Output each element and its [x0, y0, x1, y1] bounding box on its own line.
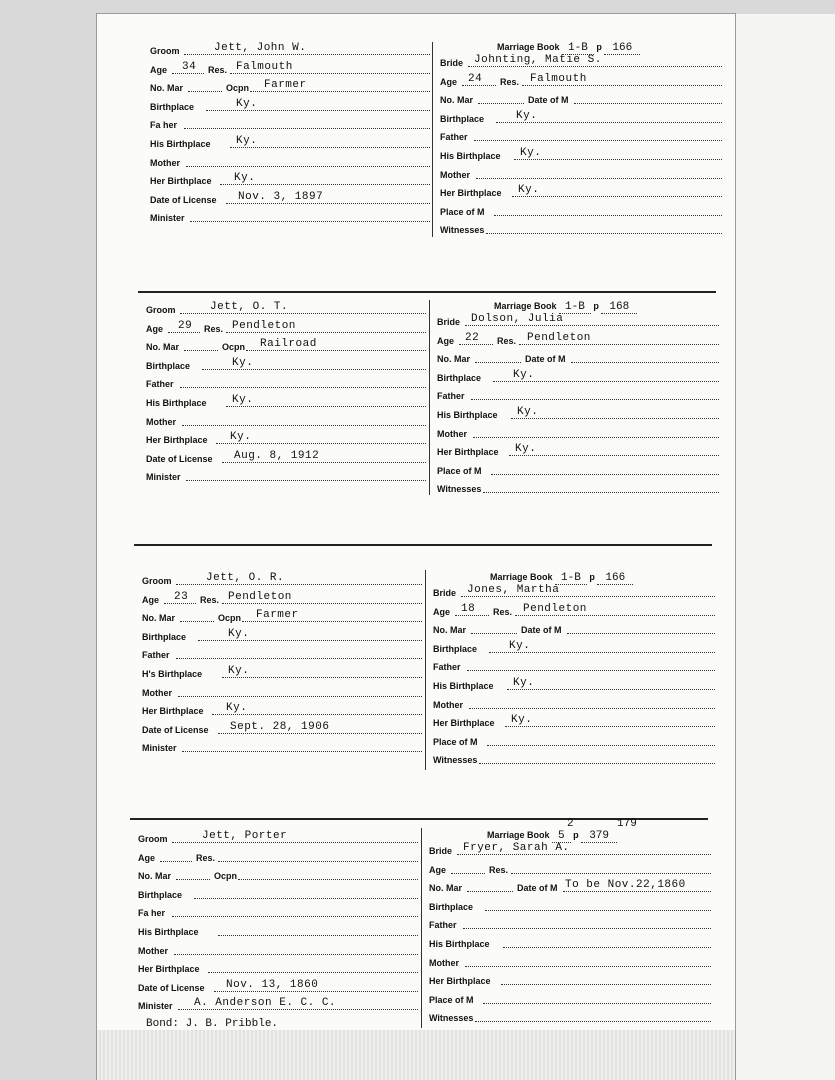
bond-note: Bond: J. B. Pribble. [146, 1018, 279, 1030]
bride-age-row-value: 18 [461, 602, 476, 615]
bride-place-row-label: Place of M [437, 465, 482, 476]
groom-license-row-line [222, 462, 426, 463]
marriage-book-value: 1-B [559, 301, 591, 314]
bride-father-row-line [471, 399, 719, 400]
bride-witnesses-row-label: Witnesses [437, 484, 482, 495]
groom-minister-row-line [190, 221, 430, 222]
groom-age-row-line [168, 332, 200, 333]
groom-her-birthplace-row-line [208, 972, 418, 973]
bride-age-row-label: Res. [500, 76, 520, 87]
bride-birthplace-row-label: Birthplace [440, 113, 485, 124]
groom-license-row-label: Date of License [146, 453, 213, 464]
groom-row-line [180, 313, 426, 314]
groom-mother-row-line [182, 425, 426, 426]
bride-his-birthplace-row-line [514, 159, 722, 160]
bride-nomar-row-label: Date of M [525, 354, 566, 365]
page-value: 168 [601, 301, 637, 314]
bride-mother-row-line [469, 708, 715, 709]
groom-his-birthplace-row-value: Ky. [236, 135, 258, 147]
bride-birthplace-row-line [493, 381, 719, 382]
bride-place-row-line [494, 215, 722, 216]
groom-age-row-label: Res. [200, 594, 220, 605]
bride-nomar-row-line [571, 362, 719, 363]
groom-mother-row-line [178, 696, 422, 697]
groom-birthplace-row-label: Birthplace [146, 360, 191, 371]
bride-nomar-row-label: Date of M [521, 625, 562, 636]
groom-her-birthplace-row-line [212, 714, 422, 715]
bride-birthplace-row-value: Ky. [509, 639, 531, 652]
bride-age-row-value: 22 [465, 331, 480, 344]
groom-father-row-line [176, 658, 422, 659]
groom-his-birthplace-row-line [226, 406, 426, 407]
bride-his-birthplace-row-label: His Birthplace [437, 410, 498, 420]
groom-father-row-line [172, 916, 418, 917]
groom-license-row-value: Sept. 28, 1906 [230, 720, 330, 733]
groom-his-birthplace-row-label: His Birthplace [146, 398, 207, 408]
groom-age-row-line [222, 603, 422, 604]
bride-row-value: Fryer, Sarah A. [463, 842, 570, 854]
page-value: 166 [604, 42, 640, 55]
groom-nomar-row-value: Railroad [260, 338, 317, 351]
column-separator [421, 828, 422, 1028]
bride-mother-row-label: Mother [429, 957, 459, 968]
groom-birthplace-row-line [194, 898, 418, 899]
bride-her-birthplace-row-value: Ky. [518, 184, 540, 197]
page-correction: 179 [617, 818, 637, 830]
groom-age-row-label: Age [150, 64, 168, 75]
column-separator [432, 42, 433, 237]
bride-birthplace-row-label: Birthplace [437, 372, 482, 383]
bride-witnesses-row-label: Witnesses [429, 1013, 474, 1024]
record-divider [138, 291, 716, 293]
groom-row-value: Jett, O. R. [206, 572, 285, 584]
groom-age-row-value: 34 [182, 60, 197, 73]
groom-license-row-value: Nov. 13, 1860 [226, 978, 319, 991]
bride-birthplace-row-line [485, 910, 711, 911]
bride-row-line [465, 325, 719, 326]
bride-row-value: Dolson, Julia [471, 313, 564, 325]
groom-age-row-line [230, 73, 430, 74]
marriage-book-value: 5 [552, 830, 571, 843]
bride-row-value: Jones, Martha [467, 584, 560, 596]
groom-birthplace-row-value: Ky. [236, 97, 258, 110]
groom-row-line [172, 842, 418, 843]
bride-nomar-row-line [567, 633, 715, 634]
bride-her-birthplace-row-line [512, 196, 722, 197]
groom-her-birthplace-row-value: Ky. [230, 431, 252, 444]
marriage-book-label: Marriage Book [497, 42, 560, 52]
groom-father-row-line [180, 387, 426, 388]
groom-her-birthplace-row-value: Ky. [226, 702, 248, 715]
groom-his-birthplace-row-label: H's Birthplace [142, 669, 203, 679]
page-value: 166 [597, 572, 633, 585]
groom-minister-row-label: Minister [150, 213, 185, 224]
groom-row-line [184, 54, 430, 55]
groom-age-row-value: 23 [174, 590, 189, 603]
page-label: p [573, 830, 579, 840]
groom-birthplace-row-label: Birthplace [142, 631, 187, 642]
bride-his-birthplace-row-label: His Birthplace [429, 939, 490, 949]
bride-row-line [461, 596, 715, 597]
bride-father-row-label: Father [437, 391, 465, 402]
groom-age-row-label: Age [142, 594, 160, 605]
bride-nomar-row-line [563, 891, 711, 892]
bride-his-birthplace-row-value: Ky. [513, 677, 535, 689]
marriage-book-ref [490, 572, 633, 584]
bride-age-row-label: Age [429, 864, 447, 875]
bride-her-birthplace-row-value: Ky. [515, 443, 537, 456]
bride-his-birthplace-row-line [503, 947, 711, 948]
bride-age-row-label: Res. [497, 335, 517, 346]
bride-father-row-line [474, 140, 722, 141]
groom-birthplace-row-line [206, 110, 430, 111]
bride-place-row-line [491, 474, 719, 475]
bride-birthplace-row-label: Birthplace [429, 901, 474, 912]
bride-his-birthplace-row-value: Ky. [520, 147, 542, 159]
bride-row-label: Bride [437, 317, 461, 327]
bride-age-row-value: Pendleton [527, 331, 591, 344]
groom-minister-row-line [182, 751, 422, 752]
bride-mother-row-label: Mother [437, 428, 467, 439]
groom-age-row-line [218, 861, 418, 862]
bride-age-row-value: 24 [468, 72, 483, 85]
bride-birthplace-row-line [496, 122, 722, 123]
groom-father-row-label: Father [142, 650, 170, 661]
groom-nomar-row-label: Ocpn [222, 342, 246, 353]
bride-birthplace-row-line [489, 652, 715, 653]
bride-her-birthplace-row-label: Her Birthplace [433, 718, 495, 729]
groom-nomar-row-line [184, 350, 218, 351]
groom-age-row-line [226, 332, 426, 333]
groom-nomar-row-label: No. Mar [146, 342, 180, 353]
bride-nomar-row-label: No. Mar [433, 625, 467, 636]
groom-row-label: Groom [142, 576, 172, 586]
groom-age-row-label: Age [138, 852, 156, 863]
marriage-book-label: Marriage Book [487, 830, 550, 840]
groom-license-row-label: Date of License [142, 724, 209, 735]
groom-his-birthplace-row-line [230, 147, 430, 148]
adjacent-page-edge [735, 14, 835, 1080]
groom-age-row-value: Pendleton [228, 590, 292, 603]
groom-nomar-row-label: Ocpn [214, 871, 238, 882]
bride-father-row-line [463, 928, 711, 929]
groom-mother-row-line [174, 954, 418, 955]
groom-nomar-row-line [242, 621, 422, 622]
bride-mother-row-line [476, 178, 722, 179]
bride-birthplace-row-value: Ky. [513, 368, 535, 381]
groom-his-birthplace-row-value: Ky. [228, 665, 250, 677]
bride-witnesses-row-line [483, 492, 719, 493]
groom-his-birthplace-row-label: His Birthplace [138, 927, 199, 937]
groom-her-birthplace-row-value: Ky. [234, 172, 256, 185]
groom-mother-row-label: Mother [142, 687, 172, 698]
bride-row-label: Bride [440, 58, 464, 68]
groom-father-row-label: Father [146, 379, 174, 390]
groom-his-birthplace-row-value: Ky. [232, 394, 254, 406]
groom-license-row-line [218, 733, 422, 734]
bride-her-birthplace-row-line [505, 726, 715, 727]
groom-nomar-row-line [176, 879, 210, 880]
groom-birthplace-row-line [202, 369, 426, 370]
bride-her-birthplace-row-label: Her Birthplace [429, 976, 491, 987]
bride-her-birthplace-row-line [509, 455, 719, 456]
groom-minister-row-line [186, 480, 426, 481]
bride-birthplace-row-value: Ky. [516, 109, 538, 122]
groom-nomar-row-label: No. Mar [150, 83, 184, 94]
groom-row-line [176, 584, 422, 585]
groom-father-row-line [184, 128, 430, 129]
groom-license-row-line [214, 991, 418, 992]
marriage-book-label: Marriage Book [494, 301, 557, 311]
bride-age-row-label: Age [437, 335, 455, 346]
groom-age-row-value: Pendleton [232, 319, 296, 332]
bride-age-row-value: Falmouth [530, 72, 587, 85]
groom-minister-row-label: Minister [146, 472, 181, 483]
groom-age-row-value: 29 [178, 319, 193, 332]
bride-birthplace-row-label: Birthplace [433, 643, 478, 654]
bride-nomar-row-line [467, 891, 513, 892]
bride-father-row-label: Father [433, 662, 461, 673]
bride-age-row-label: Res. [493, 606, 513, 617]
groom-birthplace-row-value: Ky. [228, 627, 250, 640]
bride-her-birthplace-row-label: Her Birthplace [440, 188, 502, 199]
marriage-book-label: Marriage Book [490, 572, 553, 582]
groom-her-birthplace-row-line [216, 443, 426, 444]
bride-witnesses-row-label: Witnesses [440, 225, 485, 236]
groom-license-row-value: Aug. 8, 1912 [234, 449, 320, 462]
groom-her-birthplace-row-label: Her Birthplace [142, 706, 204, 717]
book-correction: 2 [567, 818, 574, 830]
page-value: 379 [581, 830, 617, 843]
bride-row-label: Bride [433, 588, 457, 598]
bride-nomar-row-label: No. Mar [437, 354, 471, 365]
bride-age-row-value: Pendleton [523, 602, 587, 615]
marriage-book-value: 1-B [555, 572, 587, 585]
bride-nomar-row-line [478, 103, 524, 104]
bride-his-birthplace-row-value: Ky. [517, 406, 539, 418]
scan-noise [97, 1030, 735, 1080]
groom-nomar-row-label: Ocpn [218, 613, 242, 624]
record-divider [134, 544, 712, 546]
bride-age-row-line [522, 85, 722, 86]
marriage-book-value: 1-B [562, 42, 594, 55]
bride-his-birthplace-row-label: His Birthplace [433, 681, 494, 691]
groom-row-label: Groom [146, 305, 176, 315]
groom-age-row-line [160, 861, 192, 862]
groom-license-row-line [226, 203, 430, 204]
bride-nomar-row-line [475, 362, 521, 363]
groom-mother-row-label: Mother [150, 157, 180, 168]
groom-birthplace-row-label: Birthplace [138, 889, 183, 900]
record-sheet [97, 14, 735, 1080]
column-separator [425, 570, 426, 770]
bride-father-row-label: Father [429, 920, 457, 931]
bride-nomar-row-label: Date of M [528, 95, 569, 106]
bride-place-row-line [483, 1003, 711, 1004]
groom-nomar-row-line [246, 350, 426, 351]
bride-age-row-line [455, 615, 489, 616]
groom-nomar-row-line [180, 621, 214, 622]
bride-his-birthplace-row-label: His Birthplace [440, 151, 501, 161]
bride-nomar-row-line [471, 633, 517, 634]
bride-nomar-row-label: Date of M [517, 883, 558, 894]
groom-father-row-label: Fa her [150, 120, 178, 131]
groom-minister-row-label: Minister [142, 743, 177, 754]
bride-age-row-line [515, 615, 715, 616]
groom-nomar-row-label: No. Mar [138, 871, 172, 882]
groom-nomar-row-label: Ocpn [226, 83, 250, 94]
bride-mother-row-label: Mother [440, 169, 470, 180]
bride-row-line [468, 66, 722, 67]
bride-nomar-row-label: No. Mar [429, 883, 463, 894]
bride-witnesses-row-label: Witnesses [433, 755, 478, 766]
groom-nomar-row-value: Farmer [264, 79, 307, 92]
page-label: p [596, 42, 602, 52]
groom-age-row-label: Res. [196, 852, 216, 863]
bride-age-row-line [462, 85, 496, 86]
bride-age-row-label: Res. [489, 864, 509, 875]
groom-mother-row-label: Mother [146, 416, 176, 427]
groom-his-birthplace-row-line [218, 935, 418, 936]
groom-nomar-row-label: No. Mar [142, 613, 176, 624]
bride-his-birthplace-row-line [511, 418, 719, 419]
groom-his-birthplace-row-line [222, 677, 422, 678]
groom-father-row-label: Fa her [138, 908, 166, 919]
bride-mother-row-line [473, 437, 719, 438]
marriage-book-ref [497, 42, 640, 54]
bride-row-line [457, 854, 711, 855]
bride-age-row-line [451, 873, 485, 874]
groom-license-row-label: Date of License [150, 194, 217, 205]
marriage-book-ref [494, 301, 637, 313]
bride-place-row-label: Place of M [433, 736, 478, 747]
bride-witnesses-row-line [486, 233, 722, 234]
bride-row-value: Johnting, Matie S. [474, 54, 602, 66]
groom-nomar-row-value: Farmer [256, 609, 299, 622]
groom-her-birthplace-row-label: Her Birthplace [150, 176, 212, 187]
groom-nomar-row-line [238, 879, 418, 880]
bride-her-birthplace-row-label: Her Birthplace [437, 447, 499, 458]
groom-age-row-label: Res. [204, 323, 224, 334]
groom-her-birthplace-row-line [220, 184, 430, 185]
groom-birthplace-row-line [198, 640, 422, 641]
groom-license-row-label: Date of License [138, 982, 205, 993]
page-label: p [593, 301, 599, 311]
column-separator [429, 300, 430, 495]
bride-father-row-label: Father [440, 132, 468, 143]
bride-place-row-label: Place of M [440, 206, 485, 217]
page-label: p [589, 572, 595, 582]
groom-age-row-line [172, 73, 204, 74]
bride-age-row-line [519, 344, 719, 345]
bride-father-row-line [467, 670, 715, 671]
groom-minister-row-line [178, 1009, 418, 1010]
bride-age-row-label: Age [440, 76, 458, 87]
bride-mother-row-line [465, 966, 711, 967]
groom-age-row-label: Age [146, 323, 164, 334]
bride-her-birthplace-row-value: Ky. [511, 714, 533, 727]
groom-nomar-row-line [188, 91, 222, 92]
bride-witnesses-row-line [479, 763, 715, 764]
marriage-book-ref [487, 830, 617, 842]
groom-age-row-line [164, 603, 196, 604]
bride-witnesses-row-line [475, 1021, 711, 1022]
groom-license-row-value: Nov. 3, 1897 [238, 190, 324, 203]
bride-row-label: Bride [429, 846, 453, 856]
groom-minister-row-value: A. Anderson E. C. C. [194, 997, 337, 1010]
groom-row-value: Jett, Porter [202, 830, 288, 842]
groom-birthplace-row-value: Ky. [232, 356, 254, 369]
groom-nomar-row-line [250, 91, 430, 92]
groom-birthplace-row-label: Birthplace [150, 101, 195, 112]
bride-nomar-row-label: No. Mar [440, 95, 474, 106]
bride-place-row-line [487, 745, 715, 746]
groom-minister-row-label: Minister [138, 1001, 173, 1012]
groom-mother-row-line [186, 166, 430, 167]
bride-age-row-line [459, 344, 493, 345]
groom-row-value: Jett, O. T. [210, 301, 289, 313]
bride-her-birthplace-row-line [501, 984, 711, 985]
bride-his-birthplace-row-line [507, 689, 715, 690]
bride-mother-row-label: Mother [433, 699, 463, 710]
bride-age-row-line [511, 873, 711, 874]
groom-mother-row-label: Mother [138, 945, 168, 956]
groom-row-label: Groom [150, 46, 180, 56]
groom-row-label: Groom [138, 834, 168, 844]
bride-place-row-label: Place of M [429, 994, 474, 1005]
groom-age-row-label: Res. [208, 64, 228, 75]
groom-row-value: Jett, John W. [214, 42, 307, 54]
groom-his-birthplace-row-label: His Birthplace [150, 139, 211, 149]
groom-her-birthplace-row-label: Her Birthplace [138, 964, 200, 975]
bride-nomar-row-line [574, 103, 722, 104]
groom-her-birthplace-row-label: Her Birthplace [146, 435, 208, 446]
groom-age-row-value: Falmouth [236, 60, 293, 73]
bride-nomar-row-value: To be Nov.22,1860 [565, 879, 686, 892]
bride-age-row-label: Age [433, 606, 451, 617]
